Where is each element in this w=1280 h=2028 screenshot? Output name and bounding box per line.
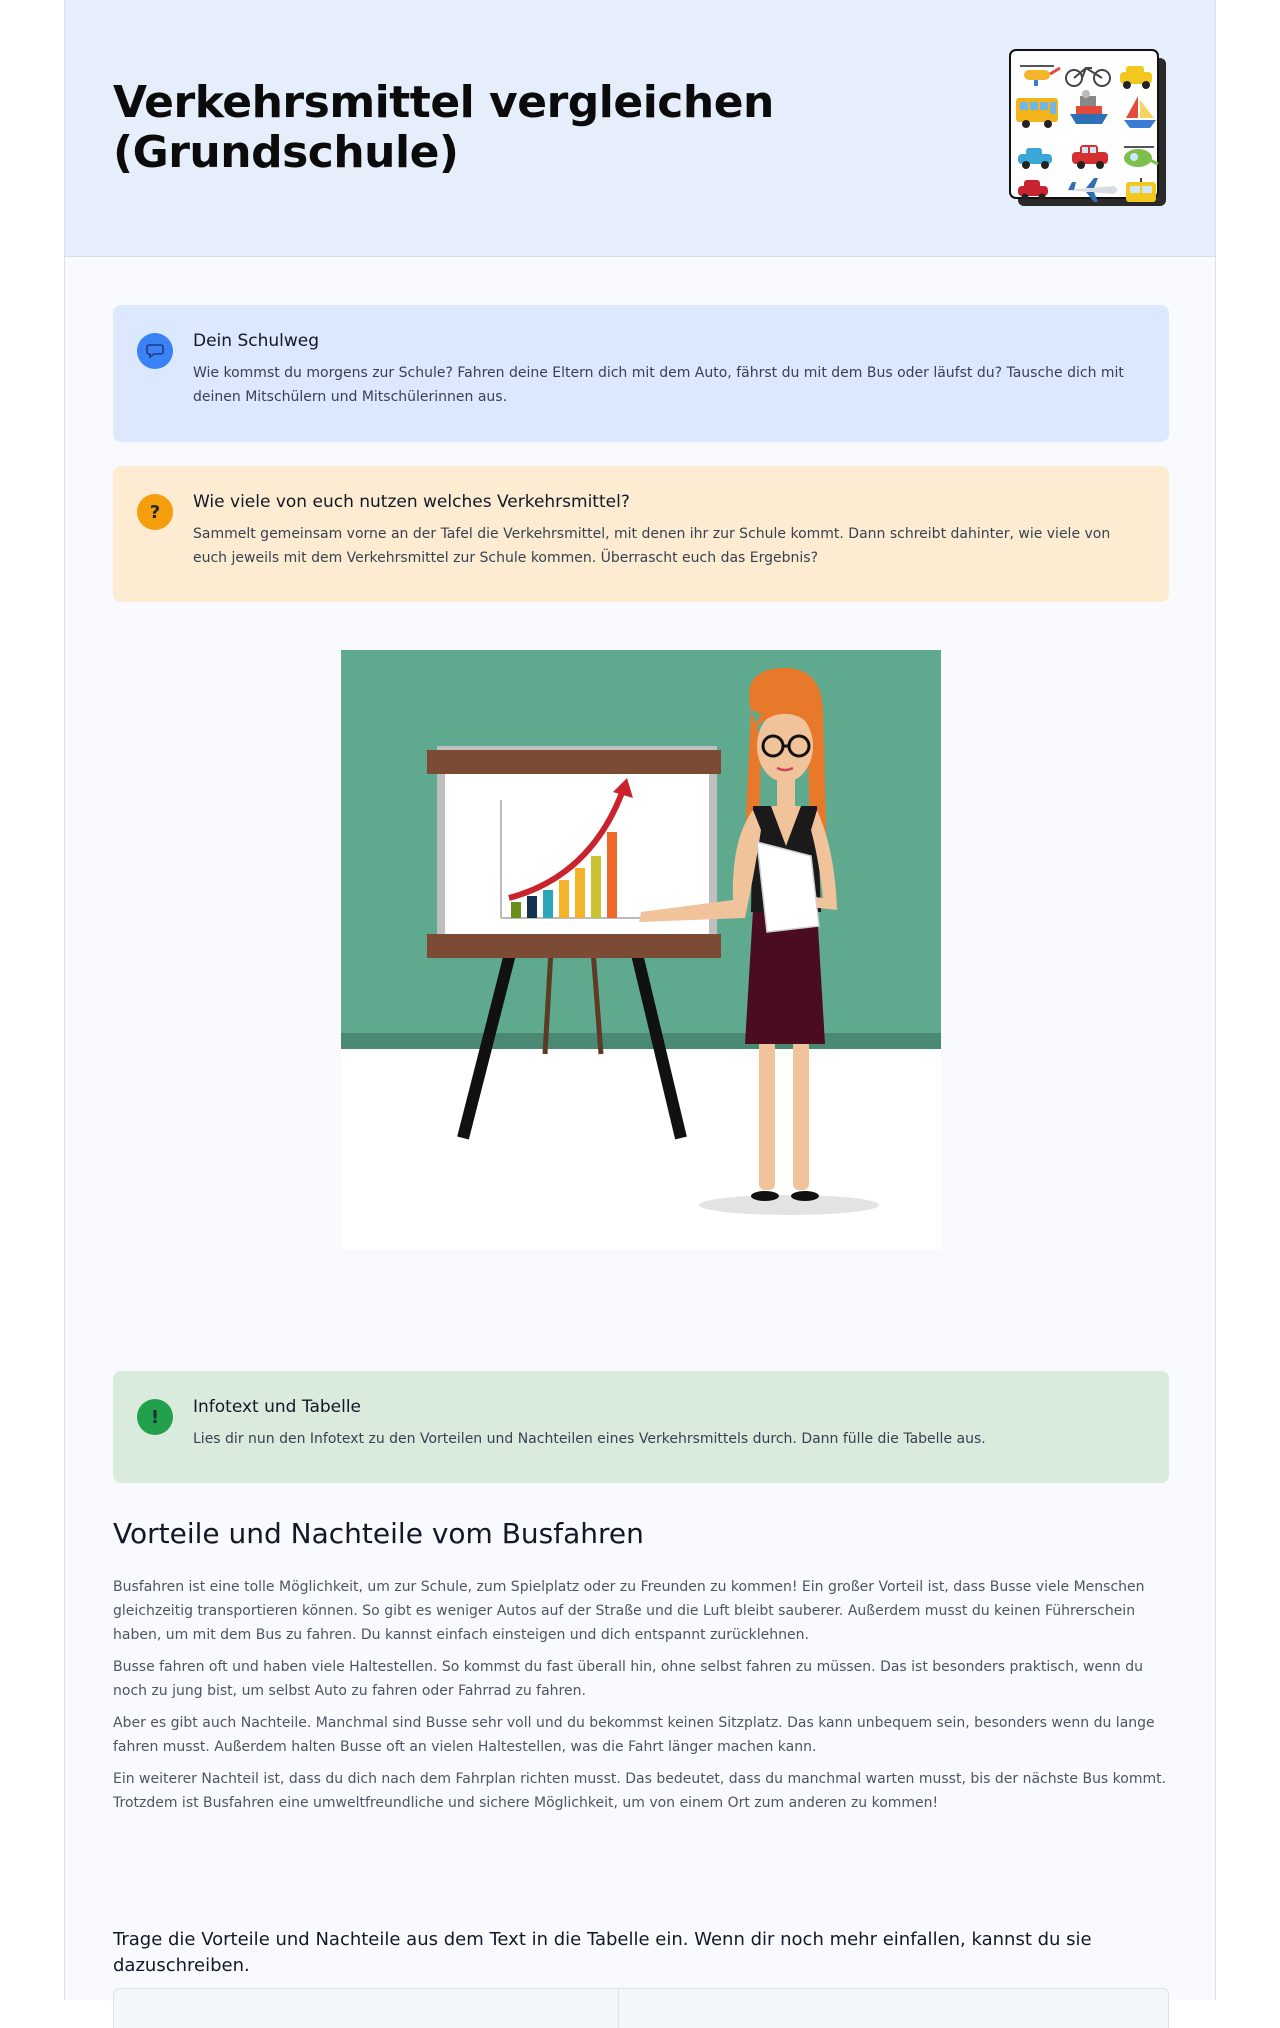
- table-column-divider: [618, 1989, 619, 2028]
- page-title: Verkehrsmittel vergleichen (Grundschule): [113, 77, 774, 178]
- callout-title: Wie viele von euch nutzen welches Verkehrsmittel?: [193, 492, 630, 512]
- pros-cons-table: [113, 1988, 1169, 2028]
- callout-text: Wie kommst du morgens zur Schule? Fahren deine Eltern dich mit dem Auto, fährst du mit dem Bus oder läufst du? Tausche dich mit deinen Mitschülern und Mitschülerinnen aus.: [193, 365, 1124, 405]
- callout-title: Dein Schulweg: [193, 331, 320, 351]
- question-icon: ?: [137, 494, 173, 530]
- callout-text: Sammelt gemeinsam vorne an der Tafel die Verkehrsmittel, mit denen ihr zur Schule kommt. Dann schreibt dahinter, wie viele von euch jeweils mit dem Verkehrsmittel zur Schule kommen. Überrascht euch das Ergebnis?: [193, 526, 1111, 566]
- page-header: [65, 0, 1215, 257]
- article-paragraph: Ein weiterer Nachteil ist, dass du dich nach dem Fahrplan richten musst. Das bedeutet, dass du manchmal warten musst, bis der nächste Bus kommt. Trotzdem ist Busfahren eine umweltfreundliche und sichere Möglichkeit, um von einem Ort zum anderen zu kommen!: [113, 1771, 1167, 1811]
- callout-text: Lies dir nun den Infotext zu den Vorteilen und Nachteilen eines Verkehrsmittels durch. Dann fülle die Tabelle aus.: [193, 1431, 986, 1447]
- callout-schulweg: [113, 305, 1169, 442]
- article-paragraph: Busse fahren oft und haben viele Haltestellen. So kommst du fast überall hin, ohne selbst fahren zu müssen. Das ist besonders praktisch, wenn du noch zu jung bist, um selbst Auto zu fahren oder Fahrrad zu fahren.: [113, 1659, 1144, 1699]
- callout-title: Infotext und Tabelle: [193, 1397, 362, 1417]
- article-title: Vorteile und Nachteile vom Busfahren: [113, 1517, 644, 1550]
- article-paragraph: Busfahren ist eine tolle Möglichkeit, um zur Schule, zum Spielplatz oder zu Freunden zu kommen! Ein großer Vorteil ist, dass Busse viele Menschen gleichzeitig transportieren können. So gibt es weniger Autos auf der Straße und die Luft bleibt sauberer. Außerdem musst du keinen Führerschein haben, um mit dem Bus zu fahren. Du kannst einfach einsteigen und dich entspannt zurücklehnen.: [113, 1579, 1145, 1643]
- exclamation-icon: !: [137, 1399, 173, 1435]
- table-instruction: Trage die Vorteile und Nachteile aus dem Text in die Tabelle ein. Wenn dir noch mehr einfallen, kannst du sie dazuschreiben.: [113, 1929, 1092, 1976]
- speech-bubble-icon: [137, 333, 173, 369]
- article-paragraph: Aber es gibt auch Nachteile. Manchmal sind Busse sehr voll und du bekommst keinen Sitzplatz. Das kann unbequem sein, besonders wenn du lange fahren musst. Außerdem halten Busse oft an vielen Haltestellen, was die Fahrt länger machen kann.: [113, 1715, 1155, 1755]
- teacher-presentation-illustration: [341, 650, 941, 1250]
- article-body: [113, 1575, 1169, 1823]
- callout-frage: [113, 466, 1169, 602]
- transport-vehicles-icon: [1008, 48, 1168, 208]
- callout-infotext: [113, 1371, 1169, 1483]
- worksheet-page: [64, 0, 1216, 2000]
